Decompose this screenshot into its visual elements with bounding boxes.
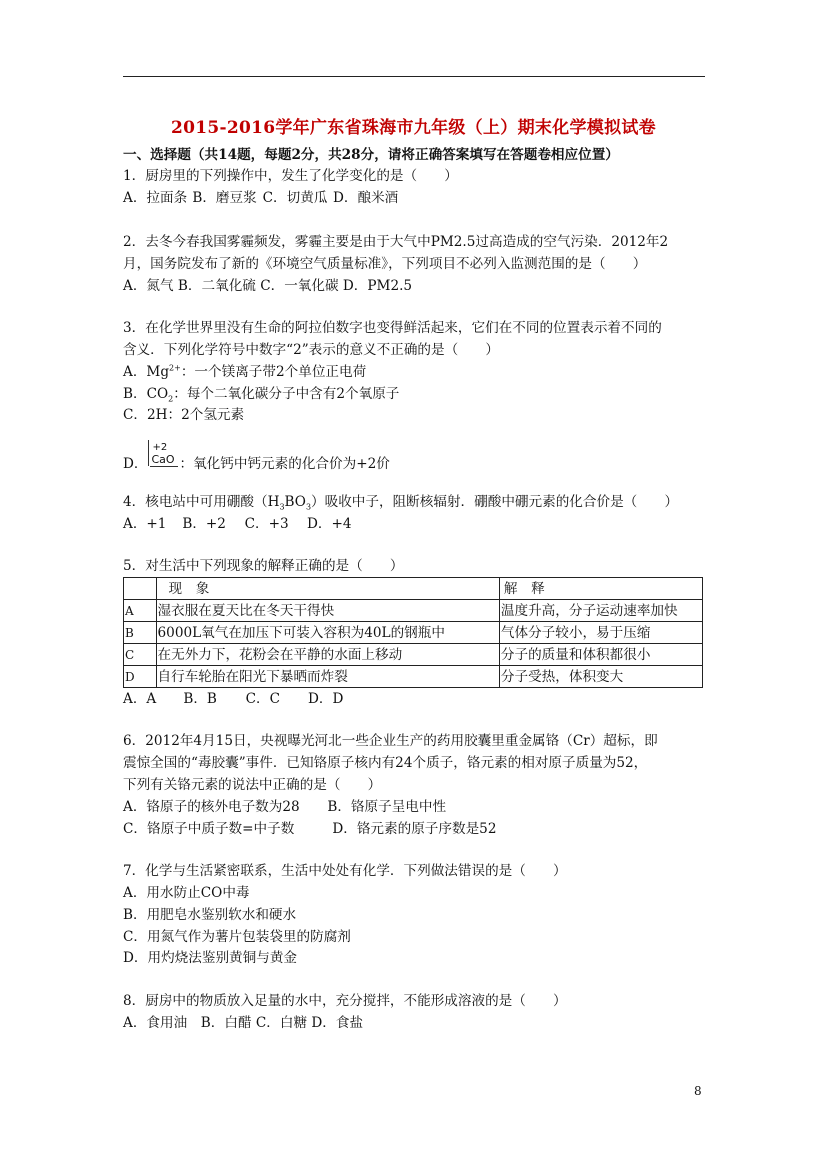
q6-option-b: B．铬原子呈电中性 bbox=[327, 799, 447, 815]
table-row bbox=[124, 622, 703, 644]
q3-option-b-symbol: B．CO bbox=[123, 386, 169, 402]
q6-option-a: A．铬原子的核外电子数为28 bbox=[123, 799, 300, 815]
q3-option-a-symbol: A．Mg bbox=[123, 364, 170, 380]
table-cell: 在无外力下，花粉会在平静的水面上移动 bbox=[156, 644, 499, 666]
table-header-cell: 解 释 bbox=[499, 578, 702, 600]
table-cell: D bbox=[124, 666, 157, 688]
table-row bbox=[124, 666, 703, 688]
q4-stem-pre: 4．核电站中可用硼酸（H bbox=[123, 494, 280, 510]
q8-stem: 8．厨房中的物质放入足量的水中，充分搅拌，不能形成溶液的是（ ） bbox=[123, 993, 567, 1009]
q3-stem-line2: 含义．下列化学符号中数字“2”表示的意义不正确的是（ ） bbox=[123, 342, 499, 358]
q7-stem: 7．化学与生活紧密联系，生活中处处有化学．下列做法错误的是（ ） bbox=[123, 863, 567, 879]
q3-option-d-text: ：氧化钙中钙元素的化合价为+2价 bbox=[179, 456, 390, 472]
q4-option-c: C．+3 bbox=[244, 516, 289, 532]
q5-option-d: D．D bbox=[307, 691, 344, 707]
cao-formula: CaO bbox=[151, 453, 175, 466]
q4-option-b: B．+2 bbox=[182, 516, 226, 532]
q7-option-a: A．用水防止CO中毒 bbox=[123, 885, 250, 901]
q5-option-c: C．C bbox=[245, 691, 281, 707]
q4-options bbox=[123, 514, 352, 534]
page-number: 8 bbox=[694, 1084, 702, 1098]
table-row bbox=[124, 644, 703, 666]
q2-options: A．氮气 B．二氧化硫 C．一氧化碳 D．PM2.5 bbox=[123, 278, 413, 294]
q4-stem bbox=[123, 492, 678, 512]
q3-option-d bbox=[123, 442, 390, 474]
q1-stem: 1．厨房里的下列操作中，发生了化学变化的是（ ） bbox=[123, 168, 458, 184]
q4-stem-mid: BO bbox=[284, 494, 306, 510]
q4-option-a: A．+1 bbox=[123, 516, 167, 532]
table-cell: 湿衣服在夏天比在冬天干得快 bbox=[156, 600, 499, 622]
table-cell: A bbox=[124, 600, 157, 622]
q3-option-b bbox=[123, 384, 399, 404]
exam-title: 2015-2016学年广东省珠海市九年级（上）期末化学模拟试卷 bbox=[171, 118, 656, 138]
q3-option-a-text: ：一个镁离子带2个单位正电荷 bbox=[180, 364, 367, 380]
q1-option-c: C．切黄瓜 bbox=[262, 190, 328, 206]
table-cell: 分子的质量和体积都很小 bbox=[499, 644, 702, 666]
q3-option-b-subscript: 2 bbox=[168, 394, 174, 404]
q6-stem-line1: 6．2012年4月15日，央视曝光河北一些企业生产的药用胶囊里重金属铬（Cr）超标，即 bbox=[123, 733, 658, 749]
q6-options-row2 bbox=[123, 819, 496, 839]
q4-stem-sub1: 3 bbox=[279, 502, 285, 512]
table-header-row bbox=[124, 578, 703, 600]
table-cell: 气体分子较小，易于压缩 bbox=[499, 622, 702, 644]
q3-option-a bbox=[123, 362, 366, 382]
cao-valence-image bbox=[148, 442, 178, 472]
q5-stem: 5．对生活中下列现象的解释正确的是（ ） bbox=[123, 558, 404, 574]
q5-options bbox=[123, 689, 343, 709]
q4-stem-post: ）吸收中子，阻断核辐射．硼酸中硼元素的化合价是（ ） bbox=[311, 494, 679, 510]
q6-stem-line2: 震惊全国的“毒胶囊”事件．已知铬原子核内有24个质子，铬元素的相对原子质量为52， bbox=[123, 755, 648, 771]
table-cell: 温度升高，分子运动速率加快 bbox=[499, 600, 702, 622]
q1-option-b: B．磨豆浆 bbox=[192, 190, 257, 206]
q2-stem-line1: 2．去冬今春我国雾霾频发，雾霾主要是由于大气中PM2.5过高造成的空气污染．2012年2 bbox=[123, 234, 669, 250]
q3-option-a-charge: 2+ bbox=[169, 363, 181, 373]
q7-option-d: D．用灼烧法鉴别黄铜与黄金 bbox=[123, 950, 298, 966]
table-row bbox=[124, 600, 703, 622]
q2-stem-line2: 月，国务院发布了新的《环境空气质量标准》，下列项目不必列入监测范围的是（ ） bbox=[123, 256, 647, 272]
q1-options bbox=[123, 188, 398, 208]
table-cell: 分子受热，体积变大 bbox=[499, 666, 702, 688]
q1-option-a: A．拉面条 bbox=[123, 190, 188, 206]
q3-option-c: C．2H：2个氢元素 bbox=[123, 407, 245, 423]
q5-option-a: A．A bbox=[123, 691, 157, 707]
table-cell: C bbox=[124, 644, 157, 666]
q7-option-b: B．用肥皂水鉴别软水和硬水 bbox=[123, 907, 297, 923]
q4-option-d: D．+4 bbox=[306, 516, 352, 532]
q4-stem-sub2: 3 bbox=[305, 502, 312, 512]
q8-options: A．食用油 B．白醋 C．白糖 D．食盐 bbox=[123, 1015, 364, 1031]
table-header-cell bbox=[124, 578, 157, 600]
q3-option-b-text: ：每个二氧化碳分子中含有2个氧原子 bbox=[173, 386, 400, 402]
table-cell: B bbox=[124, 622, 157, 644]
section-heading: 一、选择题（共14题，每题2分，共28分，请将正确答案填写在答题卷相应位置） bbox=[123, 147, 619, 163]
q6-option-d: D．铬元素的原子序数是52 bbox=[332, 821, 497, 837]
cao-charge: +2 bbox=[152, 442, 168, 453]
table-header-cell: 现 象 bbox=[156, 578, 499, 600]
q3-option-d-label: D． bbox=[123, 456, 148, 472]
table-cell: 6000L氧气在加压下可装入容积为40L的钢瓶中 bbox=[156, 622, 499, 644]
q5-option-b: B．B bbox=[183, 691, 217, 707]
q5-table bbox=[123, 577, 703, 688]
q6-options-row1 bbox=[123, 797, 446, 817]
header-rule bbox=[123, 76, 705, 77]
q1-option-d: D．酿米酒 bbox=[332, 190, 399, 206]
q7-option-c: C．用氮气作为薯片包装袋里的防腐剂 bbox=[123, 929, 351, 945]
q6-stem-line3: 下列有关铬元素的说法中正确的是（ ） bbox=[123, 777, 382, 793]
table-cell: 自行车轮胎在阳光下暴晒而炸裂 bbox=[156, 666, 499, 688]
q6-option-c: C．铬原子中质子数=中子数 bbox=[123, 821, 295, 837]
q3-stem-line1: 3．在化学世界里没有生命的阿拉伯数字也变得鲜活起来，它们在不同的位置表示着不同的 bbox=[123, 320, 662, 336]
